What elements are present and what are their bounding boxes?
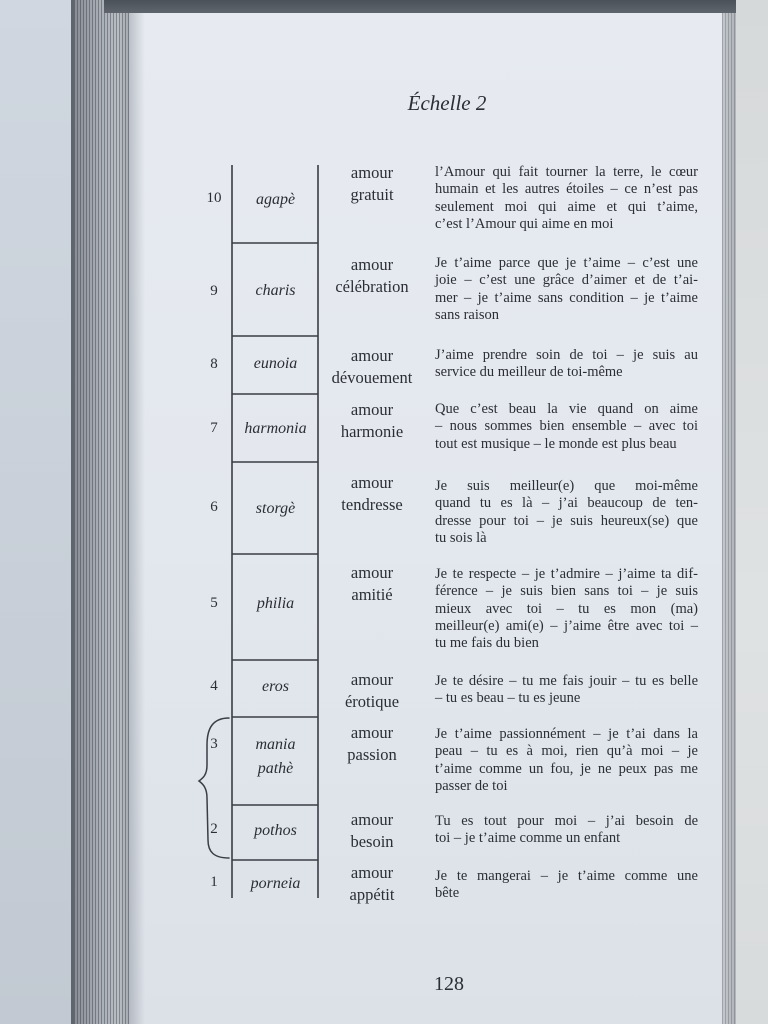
description-line: sans raison [435,306,500,323]
rung-description [435,401,698,453]
rung-description [435,255,698,324]
description-line: bête [435,885,460,902]
greek-word: mania [255,736,296,753]
description-line: meilleur(e) ami(e) – j’aime être avec toi – [435,617,698,634]
description-line: humain et les autres étoiles – ce n’est pas [435,181,698,198]
description-line: J’aime prendre soin de toi – je suis au [435,347,698,363]
facing-page [0,0,74,1024]
love-label: amour [350,400,394,419]
love-type: amitié [351,584,393,604]
greek-word: eros [262,678,289,695]
greek-word: harmonia [244,420,307,437]
greek-word: porneia [250,875,301,892]
love-kind [316,809,428,852]
love-type: érotique [344,691,400,711]
greek-word: eunoia [253,355,298,372]
rung-number: 10 [206,190,222,206]
description-line: tu sois là [435,529,487,546]
greek-word: charis [255,282,296,299]
rung-description [435,164,698,233]
description-line: joie – c’est une grâce d’aimer et de t’ai- [435,272,698,289]
rung-description [435,673,698,708]
page-edges-right [722,12,736,1024]
greek-word: agapè [255,191,296,208]
rung-description [435,726,698,795]
description-line: toi – je t’aime comme un enfant [435,830,621,847]
love-kind [316,472,428,515]
rung-number: 3 [210,736,218,752]
love-label: amour [350,810,394,829]
description-line: t’aime comme un fou, je ne peux pas me [435,760,698,777]
greek-word: pathè [257,760,294,777]
description-line: mer – je t’aime sans condition – je t’aime [435,289,698,306]
love-type: dévouement [331,367,413,387]
description-line: Je te respecte – je t’admire – j’aime ta dif- [435,566,698,582]
rung-number: 6 [210,499,218,515]
description-line: service du meilleur de toi-même [435,364,623,381]
love-type: besoin [350,831,394,851]
greek-word: philia [256,595,295,612]
description-line: quand tu es là – j’ai beaucoup de ten- [435,495,698,512]
description-line: tout est musique – le monde est plus beau [435,435,677,452]
greek-name [233,874,318,894]
description-line: peau – tu es à moi, rien qu’à moi – je [435,743,698,760]
rung-number: 1 [210,874,218,890]
love-label: amour [350,723,394,742]
love-label: amour [350,473,394,492]
love-label: amour [350,563,394,582]
love-kind [316,669,428,712]
rung-number: 7 [210,420,218,436]
description-line: Je te désire – tu me fais jouir – tu es belle [435,673,698,689]
description-line: seulement moi qui aime et qui t’aime, [435,198,698,215]
rung-number: 8 [210,356,218,372]
greek-name [233,419,318,439]
description-line: Tu es tout pour moi – j’ai besoin de [435,813,698,829]
greek-name [233,190,318,210]
description-line: tu me fais du bien [435,635,539,652]
rung-description [435,868,698,903]
love-kind [316,162,428,205]
description-line: – tu es beau – tu es jeune [435,690,581,707]
greek-name [233,281,318,301]
description-line: férence – je suis bien sans toi – je suis [435,583,698,600]
love-type: appétit [349,884,395,904]
book-top-edge [104,0,736,13]
rung-description [435,478,698,547]
love-kind [316,399,428,442]
rung-number: 2 [210,821,218,837]
description-line: l’Amour qui fait tourner la terre, le cœur [435,164,698,180]
love-label: amour [350,863,394,882]
table-surface [736,0,768,1024]
page-edges-left [74,0,130,1024]
love-type: harmonie [340,421,404,441]
love-kind [316,345,428,388]
love-kind [316,562,428,605]
greek-name [233,354,318,374]
love-label: amour [350,163,394,182]
description-line: Je suis meilleur(e) que moi-même [435,478,698,494]
description-line: mieux avec toi – tu es mon (ma) [435,600,698,617]
page-number: 128 [434,973,464,995]
description-line: Que c’est beau la vie quand on aime [435,401,698,417]
greek-name [233,821,318,841]
love-type: passion [347,744,397,764]
rung-description [435,566,698,652]
description-line: Je t’aime passionnément – je t’ai dans la [435,726,698,742]
love-label: amour [350,255,394,274]
greek-name [233,677,318,697]
greek-word: storgè [255,500,296,517]
greek-name [233,594,318,614]
rung-number: 4 [210,678,218,694]
love-type: gratuit [350,184,394,204]
description-line: Je te mangerai – je t’aime comme une [435,868,698,884]
love-type: tendresse [341,494,403,514]
rung-number: 9 [210,283,218,299]
greek-name [233,499,318,519]
greek-word: pothos [254,822,297,839]
love-kind [316,722,428,765]
description-line: c’est l’Amour qui aime en moi [435,215,614,232]
greek-name [233,733,318,781]
page-title: Échelle 2 [407,91,487,115]
rung-number: 5 [210,595,218,611]
love-kind [316,862,428,905]
love-kind [316,254,428,297]
love-label: amour [350,670,394,689]
rung-description [435,347,698,382]
description-line: Je t’aime parce que je t’aime – c’est une [435,255,698,271]
description-line: – nous sommes bien ensemble – avec toi [435,418,698,435]
description-line: dresse pour toi – je suis heureux(se) que [435,512,698,529]
rung-description [435,813,698,848]
love-label: amour [350,346,394,365]
love-type: célébration [335,276,409,296]
description-line: passer de toi [435,777,508,794]
